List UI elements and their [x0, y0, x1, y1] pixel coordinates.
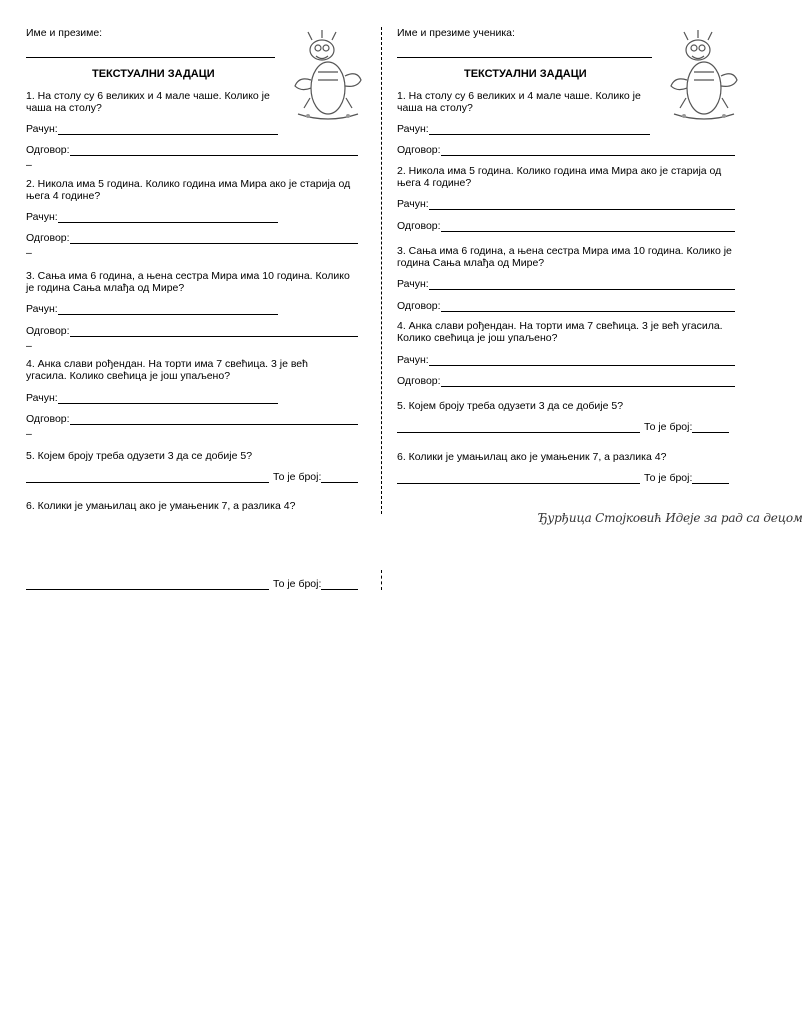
number-label: То је број:	[644, 421, 693, 433]
question-2: 2. Никола има 5 година. Колико година има Мира ако је старија од њега 4 године?	[26, 178, 351, 202]
calc-label: Рачун:	[26, 123, 58, 135]
reply-label: Одговор:	[26, 413, 70, 425]
dash-mark: –	[26, 340, 32, 352]
reply-label: Одговор:	[26, 144, 70, 156]
author-signature: Ђурђица Стојковић Идеје за рад са децом	[538, 511, 803, 525]
calc-label: Рачун:	[397, 354, 429, 366]
reply-label: Одговор:	[26, 325, 70, 337]
worksheet-title: ТЕКСТУАЛНИ ЗАДАЦИ	[464, 68, 587, 80]
calc-blank[interactable]	[58, 304, 278, 315]
reply-blank[interactable]	[70, 414, 358, 425]
dash-mark: –	[26, 247, 32, 259]
answer-row-calc-3	[397, 278, 735, 290]
reply-blank[interactable]	[441, 376, 735, 387]
question-3: 3. Сања има 6 година, а њена сестра Мира има 10 година. Колико је година Сања млађа од Мире?	[397, 245, 732, 269]
question-1: 1. На столу су 6 великих и 4 мале чаше. Колико је чаша на столу?	[26, 90, 270, 114]
answer-row-reply-4	[397, 375, 735, 387]
calc-label: Рачун:	[397, 278, 429, 290]
reply-label: Одговор:	[397, 375, 441, 387]
number-blank[interactable]	[692, 422, 729, 433]
answer-row-number-6	[397, 472, 737, 484]
work-blank[interactable]	[397, 422, 640, 433]
answer-row-reply-3	[26, 325, 358, 337]
calc-blank[interactable]	[58, 124, 278, 135]
answer-row-number-5	[26, 471, 360, 483]
reply-blank[interactable]	[441, 221, 735, 232]
answer-row-calc-2	[397, 198, 735, 210]
question-4: 4. Анка слави рођендан. На торти има 7 свећица. 3 је већ угасила. Колико свећица је још упаљено?	[26, 358, 308, 382]
calc-blank[interactable]	[58, 212, 278, 223]
calc-label: Рачун:	[397, 198, 429, 210]
name-label: Име и презиме ученика:	[397, 27, 515, 39]
question-1: 1. На столу су 6 великих и 4 мале чаше. Колико је чаша на столу?	[397, 90, 641, 114]
cut-line-divider-lower	[381, 570, 382, 590]
dash-mark: –	[26, 159, 32, 171]
reply-blank[interactable]	[70, 145, 358, 156]
answer-row-calc-2	[26, 211, 278, 223]
cartoon-mascot-image	[664, 28, 742, 124]
reply-blank[interactable]	[70, 233, 358, 244]
answer-row-calc-4	[26, 392, 278, 404]
answer-row-reply-2	[397, 220, 735, 232]
answer-row-calc-1	[26, 123, 278, 135]
number-blank[interactable]	[321, 472, 358, 483]
reply-blank[interactable]	[441, 301, 735, 312]
calc-label: Рачун:	[26, 303, 58, 315]
answer-row-calc-1	[397, 123, 650, 135]
number-label: То је број:	[644, 472, 693, 484]
question-5: 5. Којем броју треба одузети 3 да се добије 5?	[397, 400, 624, 412]
answer-row-number-5	[397, 421, 737, 433]
answer-row-reply-2	[26, 232, 358, 244]
answer-row-reply-3	[397, 300, 735, 312]
dash-mark: –	[26, 428, 32, 440]
reply-blank[interactable]	[70, 326, 358, 337]
calc-blank[interactable]	[429, 124, 650, 135]
question-3: 3. Сања има 6 година, а њена сестра Мира има 10 година. Колико је година Сања млађа од Мире?	[26, 270, 350, 294]
answer-row-calc-3	[26, 303, 278, 315]
question-4: 4. Анка слави рођендан. На торти има 7 свећица. 3 је већ угасила. Колико свећица је још упаљено?	[397, 320, 723, 344]
reply-label: Одговор:	[26, 232, 70, 244]
calc-blank[interactable]	[429, 355, 735, 366]
calc-blank[interactable]	[58, 393, 278, 404]
reply-label: Одговор:	[397, 144, 441, 156]
work-blank[interactable]	[397, 473, 640, 484]
work-blank[interactable]	[26, 579, 269, 590]
answer-row-reply-1	[397, 144, 735, 156]
name-line	[26, 57, 275, 58]
cartoon-mascot-image	[288, 28, 366, 124]
question-2: 2. Никола има 5 година. Колико година има Мира ако је старија од њега 4 године?	[397, 165, 722, 189]
answer-row-number-6	[26, 578, 360, 590]
calc-label: Рачун:	[397, 123, 429, 135]
answer-row-calc-4	[397, 354, 735, 366]
reply-blank[interactable]	[441, 145, 735, 156]
reply-label: Одговор:	[397, 220, 441, 232]
name-line	[397, 57, 652, 58]
question-6: 6. Колики је умањилац ако је умањеник 7, а разлика 4?	[397, 451, 667, 463]
worksheet-title: ТЕКСТУАЛНИ ЗАДАЦИ	[92, 68, 215, 80]
calc-blank[interactable]	[429, 279, 735, 290]
name-label: Име и презиме:	[26, 27, 103, 39]
calc-blank[interactable]	[429, 199, 735, 210]
answer-row-reply-4	[26, 413, 358, 425]
calc-label: Рачун:	[26, 211, 58, 223]
cut-line-divider	[381, 27, 382, 514]
calc-label: Рачун:	[26, 392, 58, 404]
reply-label: Одговор:	[397, 300, 441, 312]
work-blank[interactable]	[26, 472, 269, 483]
question-5: 5. Којем броју треба одузети 3 да се добије 5?	[26, 450, 253, 462]
number-label: То је број:	[273, 471, 322, 483]
number-blank[interactable]	[692, 473, 729, 484]
answer-row-reply-1	[26, 144, 358, 156]
number-label: То је број:	[273, 578, 322, 590]
number-blank[interactable]	[321, 579, 358, 590]
question-6: 6. Колики је умањилац ако је умањеник 7, а разлика 4?	[26, 500, 296, 512]
